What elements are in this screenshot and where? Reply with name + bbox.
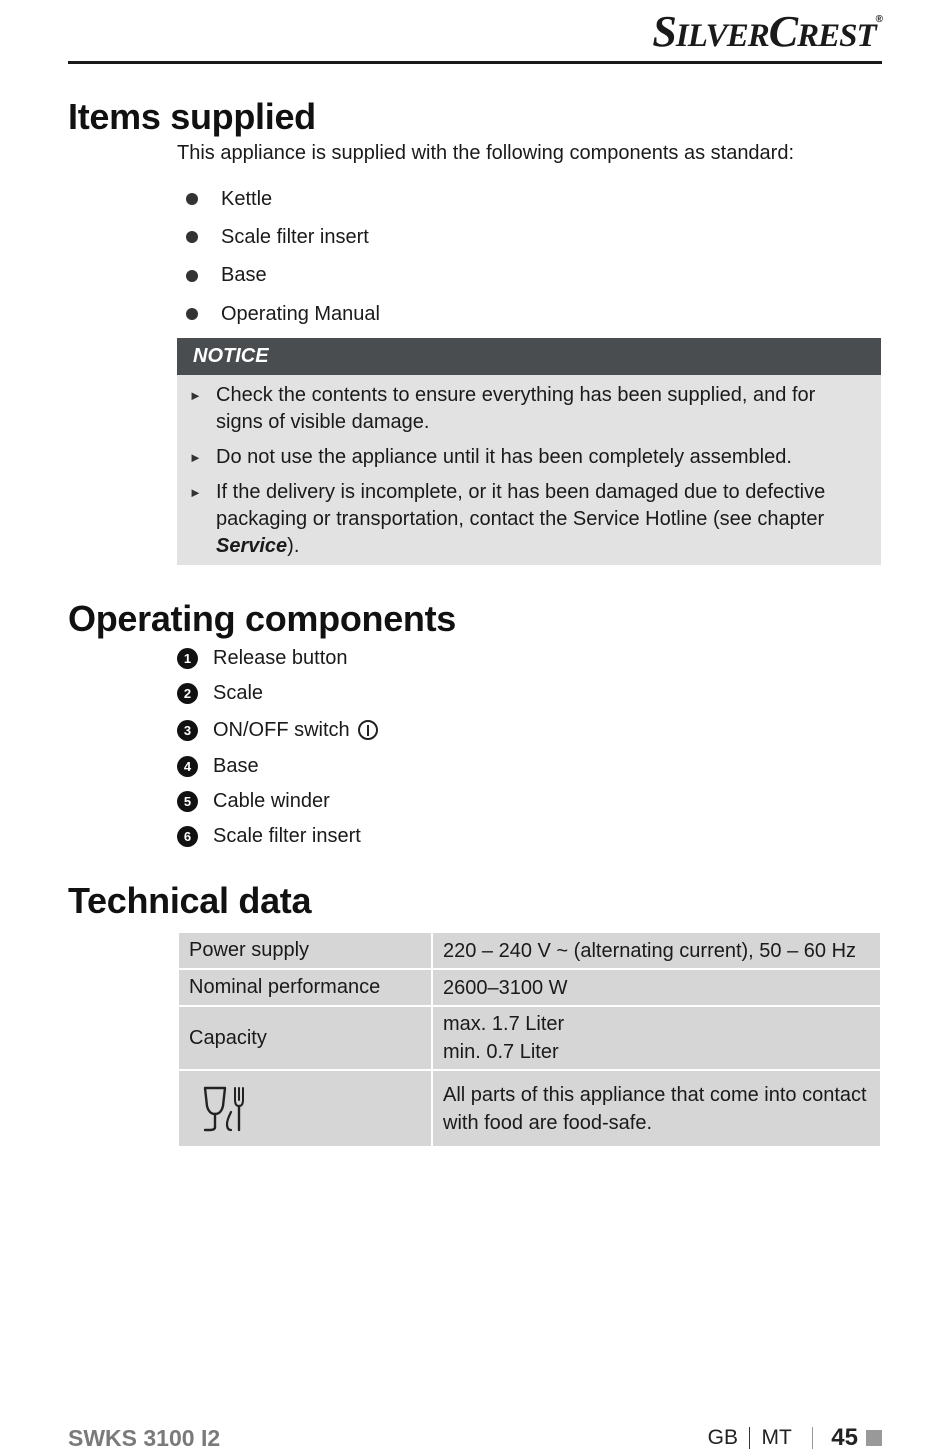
- section-title-operating-components: Operating components: [68, 598, 457, 639]
- technical-data-table: [177, 931, 882, 1148]
- chapter-reference: Service: [216, 535, 288, 557]
- notice-item-text: [216, 479, 859, 560]
- bullet-icon: [186, 193, 198, 205]
- list-item-label: Operating Manual: [221, 302, 380, 325]
- page-number: 45: [831, 1424, 858, 1451]
- notice-box: [177, 338, 881, 565]
- notice-title: NOTICE: [177, 338, 881, 375]
- table-cell-value: [433, 1007, 880, 1069]
- logo-letter: C: [768, 7, 798, 56]
- number-badge: 6: [177, 826, 198, 847]
- table-row: [179, 970, 880, 1005]
- notice-item: [189, 382, 859, 436]
- arrow-right-icon: ►: [189, 450, 202, 465]
- list-item: [177, 180, 380, 218]
- components-list: [177, 641, 378, 854]
- header-rule: [68, 61, 882, 64]
- number-badge: 2: [177, 683, 198, 704]
- list-item: [177, 218, 380, 256]
- logo-letters: REST: [797, 18, 876, 54]
- table-row: [179, 933, 880, 968]
- logo-letter: S: [652, 7, 676, 56]
- component-item: [177, 819, 378, 854]
- table-row: [179, 1071, 880, 1146]
- number-badge: 3: [177, 720, 198, 741]
- separator: [749, 1427, 751, 1449]
- arrow-right-icon: ►: [189, 485, 202, 500]
- language-code: MT: [761, 1426, 792, 1449]
- table-cell-value: 220 – 240 V ~ (alternating current), 50 – 60 Hz: [433, 933, 880, 968]
- notice-item: [189, 444, 859, 471]
- logo-letters: ILVER: [675, 18, 769, 54]
- registered-mark: ®: [875, 14, 882, 25]
- brand-logo: [652, 6, 882, 57]
- list-item: [177, 295, 380, 333]
- notice-item-text-part: If the delivery is incomplete, or it has been damaged due to defective packaging or transportation, contact the Service Hotline (see chapter: [216, 481, 826, 530]
- component-item: [177, 749, 378, 784]
- list-item-label: Scale filter insert: [221, 225, 369, 248]
- number-badge: 4: [177, 756, 198, 777]
- arrow-right-icon: ►: [189, 388, 202, 403]
- language-code: GB: [707, 1426, 738, 1449]
- component-item: [177, 641, 378, 676]
- list-item: [177, 257, 380, 295]
- number-badge: 1: [177, 648, 198, 669]
- separator: [812, 1427, 814, 1449]
- component-label: ON/OFF switch: [213, 718, 350, 741]
- footer-page-info: [708, 1424, 882, 1452]
- table-cell-label: Power supply: [179, 933, 431, 968]
- square-marker-icon: [866, 1430, 882, 1446]
- footer-model: SWKS 3100 I2: [68, 1425, 221, 1451]
- bullet-icon: [186, 270, 198, 282]
- power-icon: [358, 720, 378, 740]
- items-list: [177, 180, 380, 333]
- bullet-icon: [186, 308, 198, 320]
- component-label: Cable winder: [213, 790, 330, 812]
- section-title-items-supplied: Items supplied: [68, 96, 316, 137]
- list-item-label: Kettle: [221, 187, 273, 210]
- component-label: Scale: [213, 682, 264, 704]
- bullet-icon: [186, 231, 198, 243]
- table-cell-value: 2600–3100 W: [433, 970, 880, 1005]
- list-item-label: Base: [221, 264, 267, 287]
- table-cell-label: Capacity: [179, 1007, 431, 1069]
- notice-item-text: Check the contents to ensure everything has been supplied, and for signs of visible damage.: [216, 384, 816, 433]
- table-row: [179, 1007, 880, 1069]
- notice-item-text-end: ).: [287, 535, 300, 557]
- capacity-max: max. 1.7 Liter: [443, 1013, 565, 1035]
- component-label: Release button: [213, 647, 348, 669]
- component-label: Base: [213, 755, 259, 777]
- food-safe-icon: [201, 1082, 251, 1136]
- notice-item: [189, 479, 859, 560]
- notice-item-text: Do not use the appliance until it has been completely assembled.: [216, 446, 792, 468]
- capacity-min: min. 0.7 Liter: [443, 1041, 559, 1063]
- section-title-technical-data: Technical data: [68, 880, 312, 921]
- component-label: Scale filter insert: [213, 825, 361, 847]
- items-intro: This appliance is supplied with the following components as standard:: [177, 142, 795, 164]
- table-cell-icon: [179, 1071, 431, 1146]
- number-badge: 5: [177, 791, 198, 812]
- table-cell-value: All parts of this appliance that come into contact with food are food-safe.: [433, 1071, 880, 1146]
- component-item: [177, 676, 378, 711]
- component-item: [177, 784, 378, 819]
- table-cell-label: Nominal performance: [179, 970, 431, 1005]
- component-item: [177, 711, 378, 749]
